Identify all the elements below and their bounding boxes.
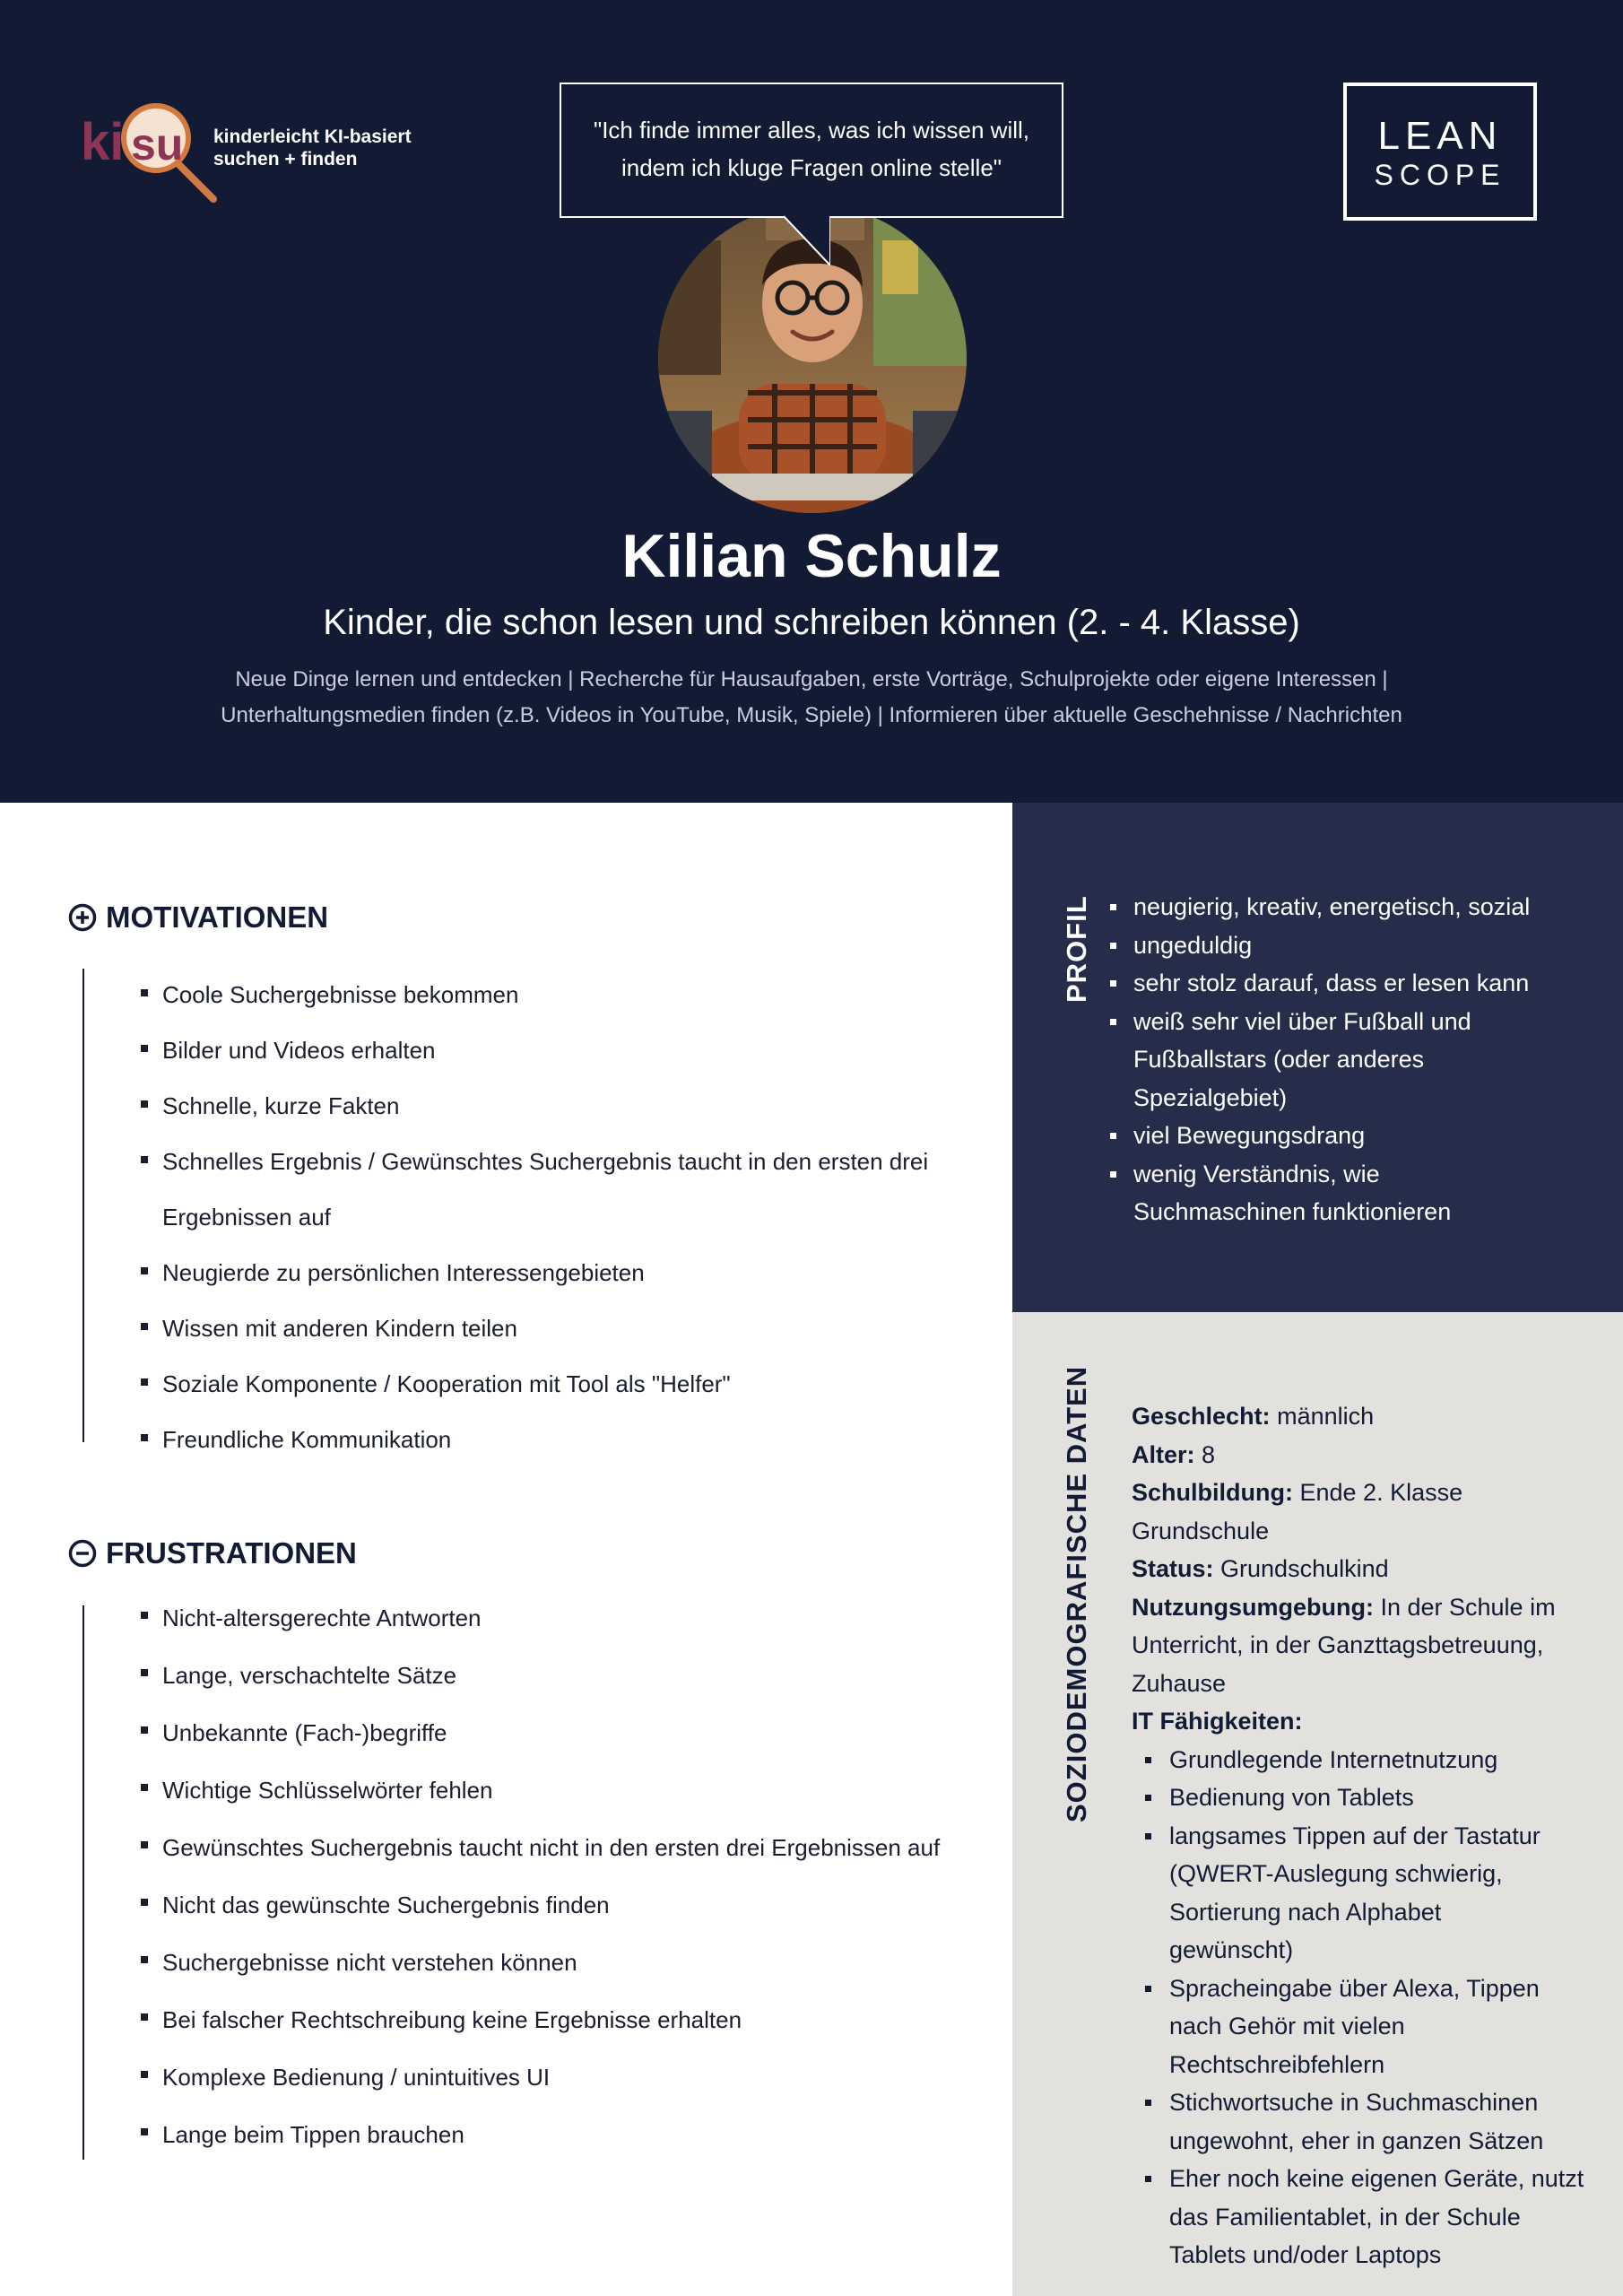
sozio-row-geschlecht [1132, 1397, 1598, 1436]
it-label: IT Fähigkeiten: [1132, 1708, 1303, 1735]
list-item: Suchergebnisse nicht verstehen können [108, 1934, 1023, 1991]
list-item: Coole Suchergebnisse bekommen [108, 967, 1023, 1022]
list-item: Bei falscher Rechtschreibung keine Ergebnisse erhalten [108, 1991, 1023, 2048]
list-item: Freundliche Kommunikation [108, 1412, 1023, 1467]
sozio-data [1132, 1397, 1598, 2274]
alter-value: 8 [1202, 1440, 1216, 1468]
magnifier-logo-icon [81, 100, 224, 208]
nutzung-value: In der Schule im Unterricht, in der Ganzttagsbetreuung, Zuhause [1132, 1593, 1556, 1697]
motivationen-list [108, 967, 1023, 1467]
list-item: Wichtige Schlüsselwörter fehlen [108, 1761, 1023, 1819]
leanscope-logo [1343, 83, 1537, 221]
sozio-row-alter [1132, 1436, 1598, 1474]
quote-line1: "Ich finde immer alles, was ich wissen will, [593, 117, 1030, 144]
list-item: Spracheingabe über Alexa, Tippen nach Gehör mit vielen Rechtschreibfehlern [1132, 1970, 1546, 2084]
description-line2: Unterhaltungsmedien finden (z.B. Videos in YouTube, Musik, Spiele) | Informieren über aktuelle Geschehnisse / Nachrichten [221, 703, 1402, 727]
list-item: ungeduldig [1107, 926, 1555, 965]
kisu-tagline-line1: kinderleicht KI-basiert [213, 126, 412, 147]
list-item: Bedienung von Tablets [1132, 1779, 1598, 1817]
quote-bubble-tail [784, 215, 830, 265]
list-item: viel Bewegungsdrang [1107, 1117, 1555, 1155]
sozio-row-schulbildung [1132, 1474, 1598, 1550]
motivationen-divider [82, 969, 84, 1442]
frustrationen-title: FRUSTRATIONEN [106, 1536, 357, 1570]
persona-subtitle: Kinder, die schon lesen und schreiben können (2. - 4. Klasse) [323, 603, 1300, 642]
list-item: weiß sehr viel über Fußball und Fußballstars (oder anderes Spezialgebiet) [1107, 1003, 1492, 1118]
list-item: Neugierde zu persönlichen Interessengebieten [108, 1245, 1023, 1300]
list-item: langsames Tippen auf der Tastatur (QWERT-Auslegung schwierig, Sortierung nach Alphabet gewünscht) [1132, 1817, 1564, 1970]
profil-list [1107, 888, 1555, 1231]
sozio-row-nutzung [1132, 1588, 1562, 1703]
geschlecht-label: Geschlecht: [1132, 1403, 1271, 1430]
list-item: Lange beim Tippen brauchen [108, 2106, 1023, 2163]
schulbildung-value: Ende 2. Klasse Grundschule [1132, 1479, 1463, 1544]
frustrationen-divider [82, 1605, 84, 2160]
list-item: Schnelles Ergebnis / Gewünschtes Suchergebnis taucht in den ersten drei Ergebnissen auf [108, 1134, 942, 1245]
list-item: Nicht-altersgerechte Antworten [108, 1589, 1023, 1647]
sozio-label: SOZIODEMOGRAFISCHE DATEN [1061, 1365, 1092, 1822]
minus-circle-icon [68, 1539, 97, 1568]
list-item: Soziale Komponente / Kooperation mit Tool als "Helfer" [108, 1356, 1023, 1412]
list-item: sehr stolz darauf, dass er lesen kann [1107, 964, 1555, 1003]
list-item: Eher noch keine eigenen Geräte, nutzt das Familientablet, in der Schule Tablets und/oder Laptops [1132, 2160, 1591, 2274]
list-item: Nicht das gewünschte Suchergebnis finden [108, 1876, 1023, 1934]
geschlecht-value: männlich [1277, 1403, 1375, 1430]
kisu-su-text: su [131, 119, 184, 170]
kisu-ki-text: ki [81, 113, 125, 171]
sozio-row-status [1132, 1550, 1598, 1588]
status-label: Status: [1132, 1555, 1214, 1582]
motivationen-title: MOTIVATIONEN [106, 900, 329, 934]
motivationen-heading [68, 900, 328, 935]
list-item: Gewünschtes Suchergebnis taucht nicht in den ersten drei Ergebnissen auf [108, 1819, 1023, 1876]
persona-name: Kilian Schulz [621, 522, 1002, 590]
kisu-tagline [213, 126, 412, 170]
frustrationen-list [108, 1589, 1023, 2163]
list-item: Unbekannte (Fach-)begriffe [108, 1704, 1023, 1761]
kisu-tagline-line2: suchen + finden [213, 149, 358, 170]
leanscope-line2: SCOPE [1374, 159, 1506, 191]
it-skills-list [1132, 1741, 1598, 2274]
list-item: Komplexe Bedienung / unintuitives UI [108, 2048, 1023, 2106]
list-item: wenig Verständnis, wie Suchmaschinen funktionieren [1107, 1155, 1492, 1231]
nutzung-label: Nutzungsumgebung: [1132, 1593, 1374, 1621]
quote-line2: indem ich kluge Fragen online stelle" [621, 154, 1002, 181]
plus-circle-icon [68, 903, 97, 932]
list-item: Grundlegende Internetnutzung [1132, 1741, 1598, 1779]
status-value: Grundschulkind [1220, 1555, 1389, 1582]
schulbildung-label: Schulbildung: [1132, 1479, 1293, 1506]
alter-label: Alter: [1132, 1440, 1195, 1468]
frustrationen-heading [68, 1536, 357, 1570]
list-item: Bilder und Videos erhalten [108, 1022, 1023, 1078]
sozio-row-it [1132, 1702, 1598, 1741]
quote-bubble [560, 83, 1063, 218]
persona-description [179, 662, 1444, 734]
description-line1: Neue Dinge lernen und entdecken | Recherche für Hausaufgaben, erste Vorträge, Schulprojekte oder eigene Interessen | [235, 667, 1388, 691]
list-item: Wissen mit anderen Kindern teilen [108, 1300, 1023, 1356]
list-item: Lange, verschachtelte Sätze [108, 1647, 1023, 1704]
profil-label: PROFIL [1061, 895, 1092, 1003]
leanscope-line1: LEAN [1377, 114, 1503, 158]
kisu-logo [81, 100, 421, 208]
list-item: neugierig, kreativ, energetisch, sozial [1107, 888, 1555, 926]
list-item: Stichwortsuche in Suchmaschinen ungewohnt, eher in ganzen Sätzen [1132, 2083, 1564, 2160]
list-item: Schnelle, kurze Fakten [108, 1078, 1023, 1134]
